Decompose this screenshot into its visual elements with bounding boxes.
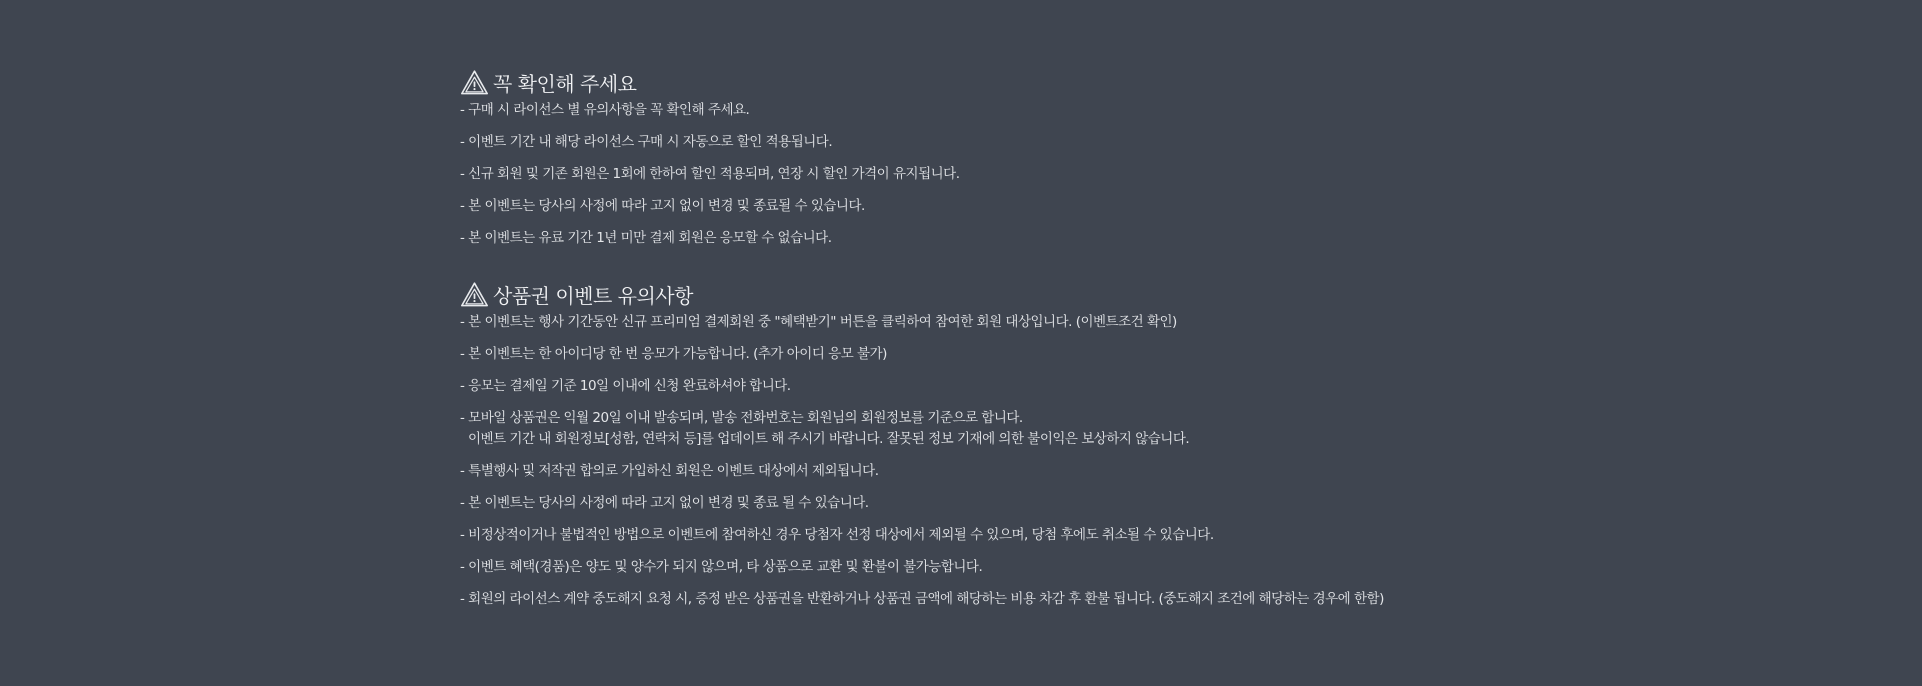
list-item: - 본 이벤트는 유료 기간 1년 미만 결제 회원은 응모할 수 없습니다. <box>460 230 832 246</box>
list-item: - 특별행사 및 저작권 합의로 가입하신 회원은 이벤트 대상에서 제외됩니다. <box>460 463 879 479</box>
list-item-continuation: 이벤트 기간 내 회원정보[성함, 연락처 등]를 업데이트 해 주시기 바랍니다. 잘못된 정보 기재에 의한 불이익은 보상하지 않습니다. <box>468 431 1190 447</box>
list-item: - 본 이벤트는 당사의 사정에 따라 고지 없이 변경 및 종료될 수 있습니다. <box>460 198 865 214</box>
list-item <box>460 408 1460 450</box>
list-item: - 신규 회원 및 기존 회원은 1회에 한하여 할인 적용되며, 연장 시 할인 가격이 유지됩니다. <box>460 166 960 182</box>
list-item-line: - 모바일 상품권은 익월 20일 이내 발송되며, 발송 전화번호는 회원님의 회원정보를 기준으로 합니다. <box>460 410 1023 426</box>
section-title <box>460 278 1460 310</box>
list-item: - 회원의 라이선스 계약 중도해지 요청 시, 증정 받은 상품권을 반환하거나 상품권 금액에 해당하는 비용 차감 후 환불 됩니다. (중도해지 조건에 해당하는 경우에 한함) <box>460 591 1384 607</box>
warning-triangle-icon <box>460 69 489 96</box>
notice-section-check <box>460 66 1460 249</box>
list-item: - 비정상적이거나 불법적인 방법으로 이벤트에 참여하신 경우 당첨자 선정 대상에서 제외될 수 있으며, 당첨 후에도 취소될 수 있습니다. <box>460 527 1214 543</box>
list-item: - 본 이벤트는 한 아이디당 한 번 응모가 가능합니다. (추가 아이디 응모 불가) <box>460 346 887 362</box>
notice-section-voucher-event <box>460 278 1460 610</box>
notice-list <box>460 312 1460 610</box>
notice-list <box>460 100 1460 249</box>
section-title <box>460 66 1460 98</box>
warning-triangle-icon <box>460 281 489 308</box>
list-item: - 본 이벤트는 행사 기간동안 신규 프리미엄 결제회원 중 "혜택받기" 버튼을 클릭하여 참여한 회원 대상입니다. (이벤트조건 확인) <box>460 314 1177 330</box>
list-item: - 본 이벤트는 당사의 사정에 따라 고지 없이 변경 및 종료 될 수 있습니다. <box>460 495 869 511</box>
notice-container <box>460 66 1460 621</box>
list-item: - 이벤트 기간 내 해당 라이선스 구매 시 자동으로 할인 적용됩니다. <box>460 134 833 150</box>
section-title-text: 꼭 확인해 주세요 <box>493 71 637 96</box>
list-item: - 이벤트 혜택(경품)은 양도 및 양수가 되지 않으며, 타 상품으로 교환 및 환불이 불가능합니다. <box>460 559 983 575</box>
list-item: - 구매 시 라이선스 별 유의사항을 꼭 확인해 주세요. <box>460 102 750 118</box>
list-item: - 응모는 결제일 기준 10일 이내에 신청 완료하셔야 합니다. <box>460 378 791 394</box>
section-title-text: 상품권 이벤트 유의사항 <box>493 283 693 308</box>
